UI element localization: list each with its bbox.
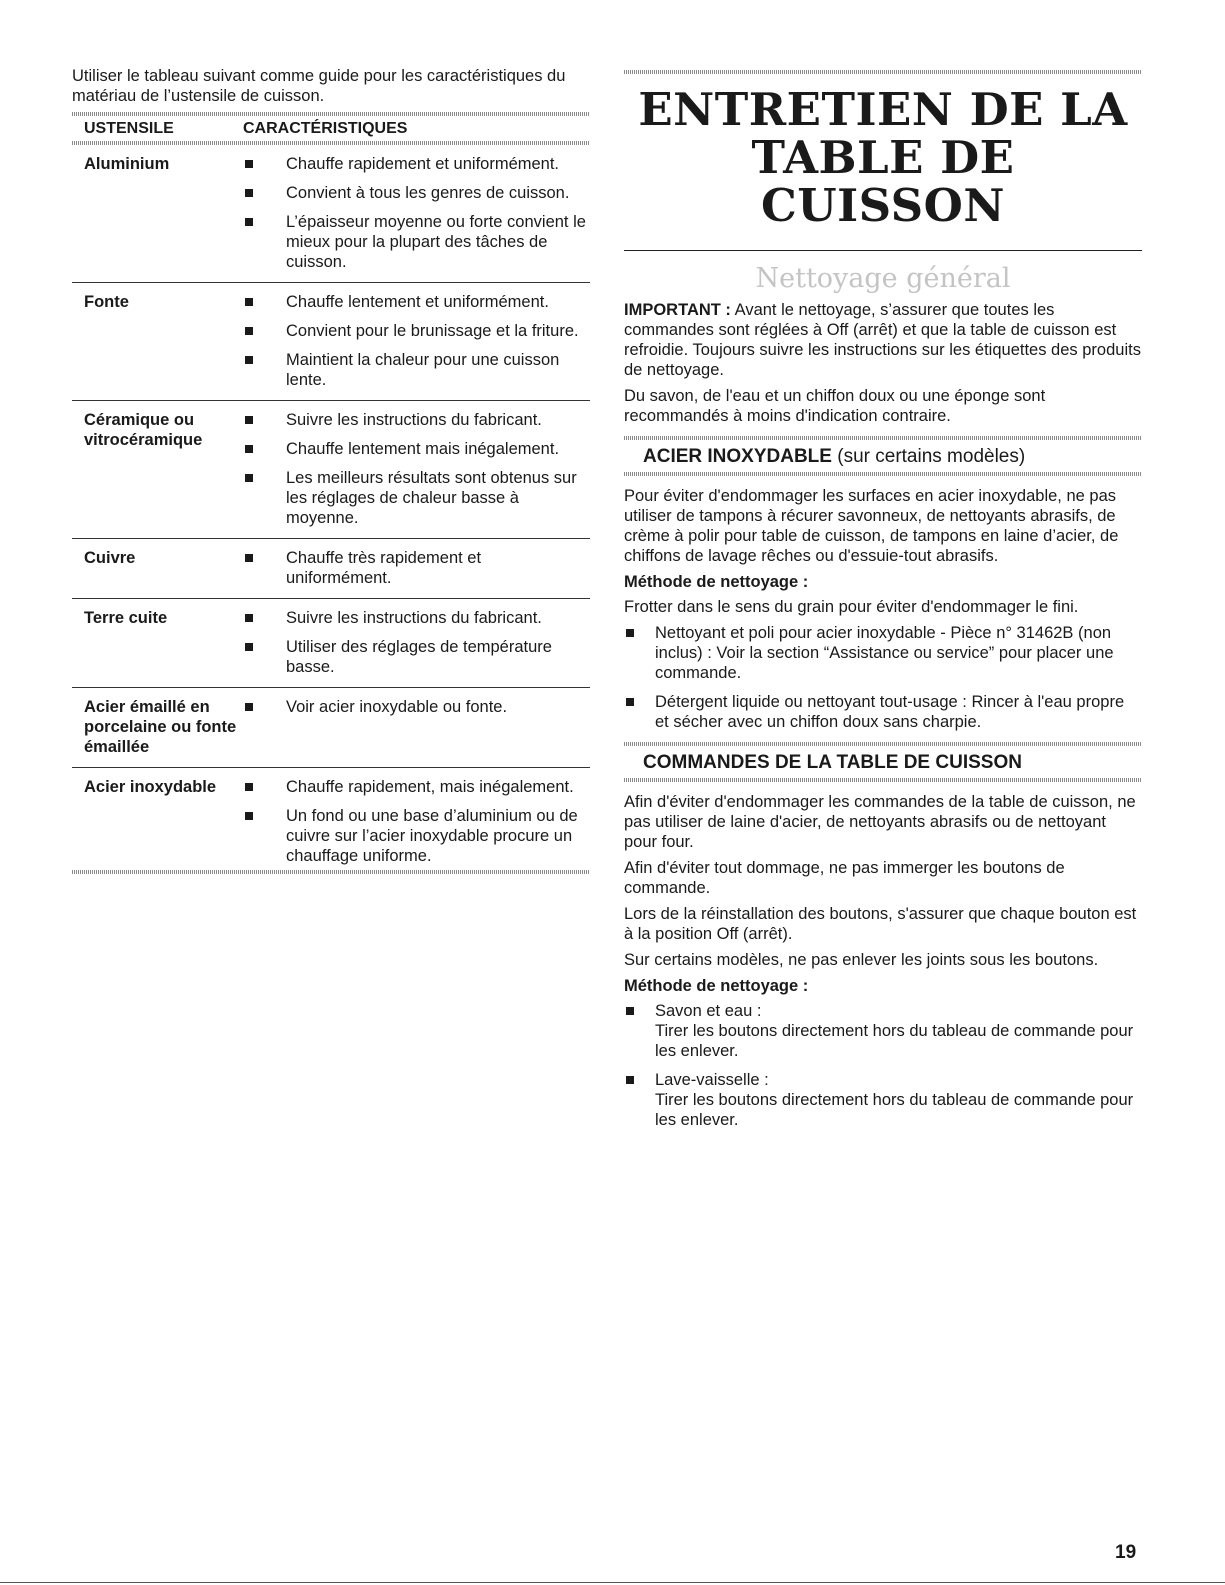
list-item [243, 608, 590, 628]
section-subtitle: Nettoyage général [755, 263, 1011, 294]
characteristics-list [243, 608, 590, 677]
stainless-list [624, 623, 1142, 732]
characteristic-text: Un fond ou une base d’aluminium ou de cuivre sur l’acier inoxydable procure un chauffage uniforme. [286, 807, 578, 865]
controls-p1: Afin d'éviter d'endommager les commandes de la table de cuisson, ne pas utiliser de laine d'acier, de nettoyants abrasifs ou de nettoyant pour four. [624, 793, 1136, 851]
material-name: Acier inoxydable [84, 778, 217, 796]
bullet-icon [245, 812, 253, 820]
characteristic-text: Convient à tous les genres de cuisson. [286, 184, 570, 202]
table-row [72, 145, 590, 283]
important-label: IMPORTANT : [624, 301, 731, 319]
hatched-rule [72, 870, 590, 874]
characteristics-list [243, 548, 590, 588]
bullet-icon [245, 445, 253, 453]
list-item [243, 548, 590, 588]
characteristic-text: Maintient la chaleur pour une cuisson lente. [286, 351, 560, 389]
soap-note: Du savon, de l'eau et un chiffon doux ou une éponge sont recommandés à moins d'indication contraire. [624, 387, 1046, 425]
table-intro: Utiliser le tableau suivant comme guide pour les caractéristiques du matériau de l’ustensile de cuisson. [72, 67, 566, 105]
title-divider [624, 250, 1142, 251]
list-item [243, 410, 590, 430]
cookware-table [72, 145, 590, 870]
characteristics-list [243, 292, 590, 390]
bullet-icon [626, 1076, 634, 1084]
important-text: Avant le nettoyage, s’assurer que toutes les commandes sont réglées à Off (arrêt) et que la table de cuisson est refroidie. Toujours suivre les instructions sur les étiquettes des produits de nettoyage. [624, 301, 1141, 379]
table-row [72, 599, 590, 688]
characteristic-text: Chauffe rapidement et uniformément. [286, 155, 560, 173]
bullet-icon [245, 218, 253, 226]
characteristic-text: Chauffe rapidement, mais inégalement. [286, 778, 574, 796]
bullet-icon [245, 189, 253, 197]
material-name: Terre cuite [84, 609, 168, 627]
list-item [243, 183, 590, 203]
characteristic-text: Voir acier inoxydable ou fonte. [286, 698, 508, 716]
stainless-method-text: Frotter dans le sens du grain pour éviter d'endommager le fini. [624, 598, 1079, 616]
table-row [72, 539, 590, 599]
bullet-icon [245, 356, 253, 364]
list-item: Nettoyant et poli pour acier inoxydable - Pièce n° 31462B (non inclus) : Voir la section “Assistance ou service” pour placer une commande. [624, 623, 1142, 683]
characteristic-text: Chauffe lentement mais inégalement. [286, 440, 560, 458]
bullet-icon [245, 416, 253, 424]
list-item [243, 350, 590, 390]
list-item [243, 212, 590, 272]
characteristic-text: Chauffe lentement et uniformément. [286, 293, 549, 311]
list-item [243, 292, 590, 312]
controls-method-label: Méthode de nettoyage : [624, 977, 809, 995]
material-name: Cuivre [84, 549, 136, 567]
header-caracteristiques: CARACTÉRISTIQUES [243, 120, 408, 137]
bullet-icon [245, 474, 253, 482]
list-item: Lave-vaisselle : Tirer les boutons directement hors du tableau de commande pour les enlever. [624, 1070, 1142, 1130]
left-column [72, 66, 590, 874]
controls-p4: Sur certains modèles, ne pas enlever les joints sous les boutons. [624, 951, 1099, 969]
characteristic-text: L’épaisseur moyenne ou forte convient le mieux pour la plupart des tâches de cuisson. [286, 213, 586, 271]
list-item [243, 697, 590, 717]
bullet-icon [245, 160, 253, 168]
hatched-rule [624, 70, 1142, 74]
list-item [243, 468, 590, 528]
table-row [72, 283, 590, 401]
table-row [72, 688, 590, 768]
controls-list [624, 1001, 1142, 1130]
list-item [243, 321, 590, 341]
controls-p2: Afin d'éviter tout dommage, ne pas immerger les boutons de commande. [624, 859, 1065, 897]
characteristics-list [243, 154, 590, 272]
bullet-icon [245, 327, 253, 335]
page-title: ENTRETIEN DE LA TABLE DE CUISSON [638, 83, 1128, 232]
stainless-text: Pour éviter d'endommager les surfaces en acier inoxydable, ne pas utiliser de tampons à récurer savonneux, de nettoyants abrasifs, de crème à polir pour table de cuisson, de tampons en laine d’acier, de chiffons de lavage rêches ou d'essuie-tout abrasifs. [624, 487, 1119, 565]
bullet-icon [245, 614, 253, 622]
bullet-icon [245, 643, 253, 651]
hatched-rule [624, 472, 1142, 476]
bottom-rule [0, 1582, 1225, 1583]
bullet-icon [245, 554, 253, 562]
right-column [624, 70, 1142, 1139]
important-note [624, 300, 1142, 380]
header-ustensile: USTENSILE [84, 120, 174, 137]
characteristic-text: Suivre les instructions du fabricant. [286, 609, 542, 627]
characteristic-text: Les meilleurs résultats sont obtenus sur les réglages de chaleur basse à moyenne. [286, 469, 577, 527]
characteristic-text: Chauffe très rapidement et uniformément. [286, 549, 482, 587]
bullet-icon [245, 703, 253, 711]
characteristics-list [243, 777, 590, 866]
stainless-heading-bold: ACIER INOXYDABLE [643, 446, 832, 467]
material-name: Céramique ou vitrocéramique [84, 411, 203, 449]
characteristics-list [243, 410, 590, 528]
list-item [243, 154, 590, 174]
list-item [243, 439, 590, 459]
list-item [243, 637, 590, 677]
list-item [243, 777, 590, 797]
characteristic-text: Utiliser des réglages de température basse. [286, 638, 552, 676]
table-header [72, 116, 590, 141]
stainless-heading [624, 440, 1142, 472]
hatched-rule [624, 778, 1142, 782]
table-row [72, 401, 590, 539]
controls-p3: Lors de la réinstallation des boutons, s'assurer que chaque bouton est à la position Off (arrêt). [624, 905, 1137, 943]
bullet-icon [245, 783, 253, 791]
controls-heading: COMMANDES DE LA TABLE DE CUISSON [643, 752, 1022, 773]
bullet-icon [626, 698, 634, 706]
material-name: Aluminium [84, 155, 170, 173]
material-name: Acier émaillé en porcelaine ou fonte émaillée [84, 698, 237, 756]
stainless-method-label: Méthode de nettoyage : [624, 573, 809, 591]
stainless-heading-rest: (sur certains modèles) [831, 446, 1026, 467]
bullet-icon [245, 298, 253, 306]
characteristics-list [243, 697, 590, 757]
characteristic-text: Convient pour le brunissage et la friture. [286, 322, 579, 340]
material-name: Fonte [84, 293, 129, 311]
characteristic-text: Suivre les instructions du fabricant. [286, 411, 542, 429]
bullet-icon [626, 629, 634, 637]
list-item: Savon et eau : Tirer les boutons directement hors du tableau de commande pour les enlever. [624, 1001, 1142, 1061]
list-item: Détergent liquide ou nettoyant tout-usage : Rincer à l'eau propre et sécher avec un chiffon doux sans charpie. [624, 692, 1142, 732]
list-item [243, 806, 590, 866]
table-row [72, 768, 590, 870]
page-number: 19 [1115, 1542, 1137, 1563]
bullet-icon [626, 1007, 634, 1015]
